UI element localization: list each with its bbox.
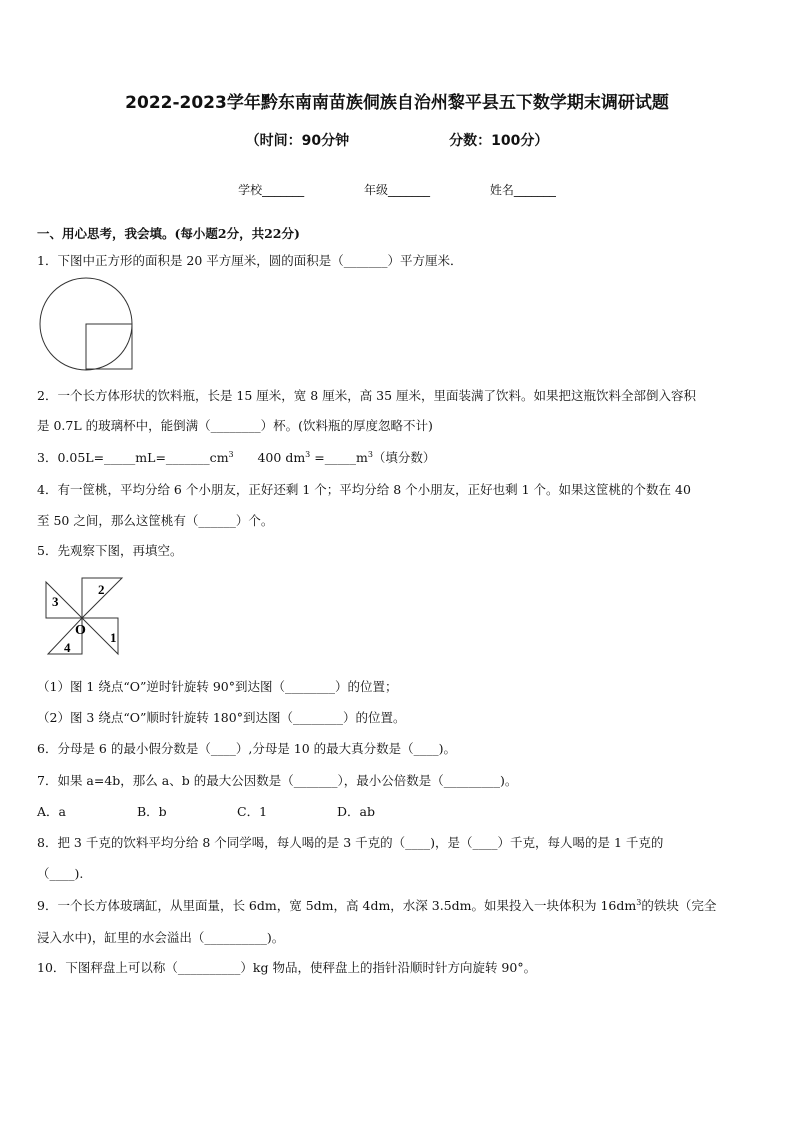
student-info (0, 181, 794, 198)
q9-part1: 9．一个长方体玻璃缸，从里面量，长 6dm，宽 5dm，高 4dm，水深 3.5dm。如果投入一块体积为 16dm (37, 898, 637, 913)
exam-subtitle (0, 130, 794, 150)
section1-heading: 一、用心思考，我会填。(每小题2分，共22分) (37, 226, 300, 241)
q1-text: 1．下图中正方形的面积是 20 平方厘米，圆的面积是（_______）平方厘米． (37, 253, 463, 268)
q3-part3: =_____m (310, 450, 368, 465)
q5-sub2: （2）图 3 绕点“O”顺时针旋转 180°到达图（________）的位置。 (37, 710, 406, 725)
exam-score: 分数：100分） (449, 133, 549, 149)
q9-sup: 3 (636, 897, 642, 907)
q7-option-b: B．b (137, 804, 167, 819)
q5-text: 5．先观察下图，再填空。 (37, 543, 183, 558)
q3-sup3: 3 (367, 449, 373, 459)
q9-line1 (37, 896, 716, 914)
q3-part1: 3．0.05L=_____mL=_______cm (37, 450, 229, 465)
grade-field: 年级_______ (363, 183, 430, 197)
q9-part2: 的铁块（完全 (641, 898, 717, 913)
q1-circle-square-figure (38, 276, 138, 374)
q5-rotation-figure (44, 576, 126, 658)
q8-line1: 8．把 3 千克的饮料平均分给 8 个同学喝，每人喝的是 3 千克的（____)，是（____）千克，每人喝的是 1 千克的 (37, 835, 664, 850)
q5-label-3: 3 (52, 594, 59, 609)
q7-text: 7．如果 a=4b，那么 a、b 的最大公因数是（_______），最小公倍数是（_________)。 (37, 773, 518, 788)
q6-text: 6．分母是 6 的最小假分数是（____）,分母是 10 的最大真分数是（____)。 (37, 741, 457, 756)
q3-sup2: 3 (305, 449, 311, 459)
q10-text: 10．下图秤盘上可以称（__________）kg 物品，使秤盘上的指针沿顺时针方向旋转 90°。 (37, 960, 537, 975)
q5-label-1: 1 (110, 630, 117, 645)
q4-line2: 至 50 之间，那么这筐桃有（______）个。 (37, 513, 274, 528)
q1-square (86, 324, 132, 369)
exam-time: （时间：90分钟 (245, 133, 350, 149)
name-field: 姓名_______ (489, 183, 556, 197)
q7-options (37, 802, 437, 820)
q3-text (37, 448, 435, 466)
q5-label-4: 4 (64, 640, 71, 655)
q3-sup1: 3 (228, 449, 234, 459)
q5-label-o: O (75, 623, 86, 638)
q9-line2: 浸入水中)，缸里的水会溢出（__________)。 (37, 930, 285, 945)
school-field: 学校_______ (238, 183, 305, 197)
q3-part2: 400 dm (233, 450, 306, 465)
q7-option-a: A．a (37, 804, 66, 819)
q5-label-2: 2 (98, 582, 105, 597)
q7-option-d: D．ab (337, 804, 375, 819)
q3-part4: （填分数） (372, 450, 436, 465)
q4-line1: 4．有一筐桃，平均分给 6 个小朋友，正好还剩 1 个；平均分给 8 个小朋友，正好也剩 1 个。如果这筐桃的个数在 40 (37, 482, 691, 497)
q8-line2: （____). (37, 866, 84, 881)
q5-sub1: （1）图 1 绕点“O”逆时针旋转 90°到达图（________）的位置； (37, 679, 398, 694)
q2-line2: 是 0.7L 的玻璃杯中，能倒满（________）杯。(饮料瓶的厚度忽略不计) (37, 418, 433, 433)
q7-option-c: C．1 (237, 804, 268, 819)
exam-title: 2022-2023学年黔东南南苗族侗族自治州黎平县五下数学期末调研试题 (125, 93, 669, 113)
q2-line1: 2．一个长方体形状的饮料瓶，长是 15 厘米，宽 8 厘米，高 35 厘米，里面装满了饮料。如果把这瓶饮料全部倒入容积 (37, 388, 697, 403)
